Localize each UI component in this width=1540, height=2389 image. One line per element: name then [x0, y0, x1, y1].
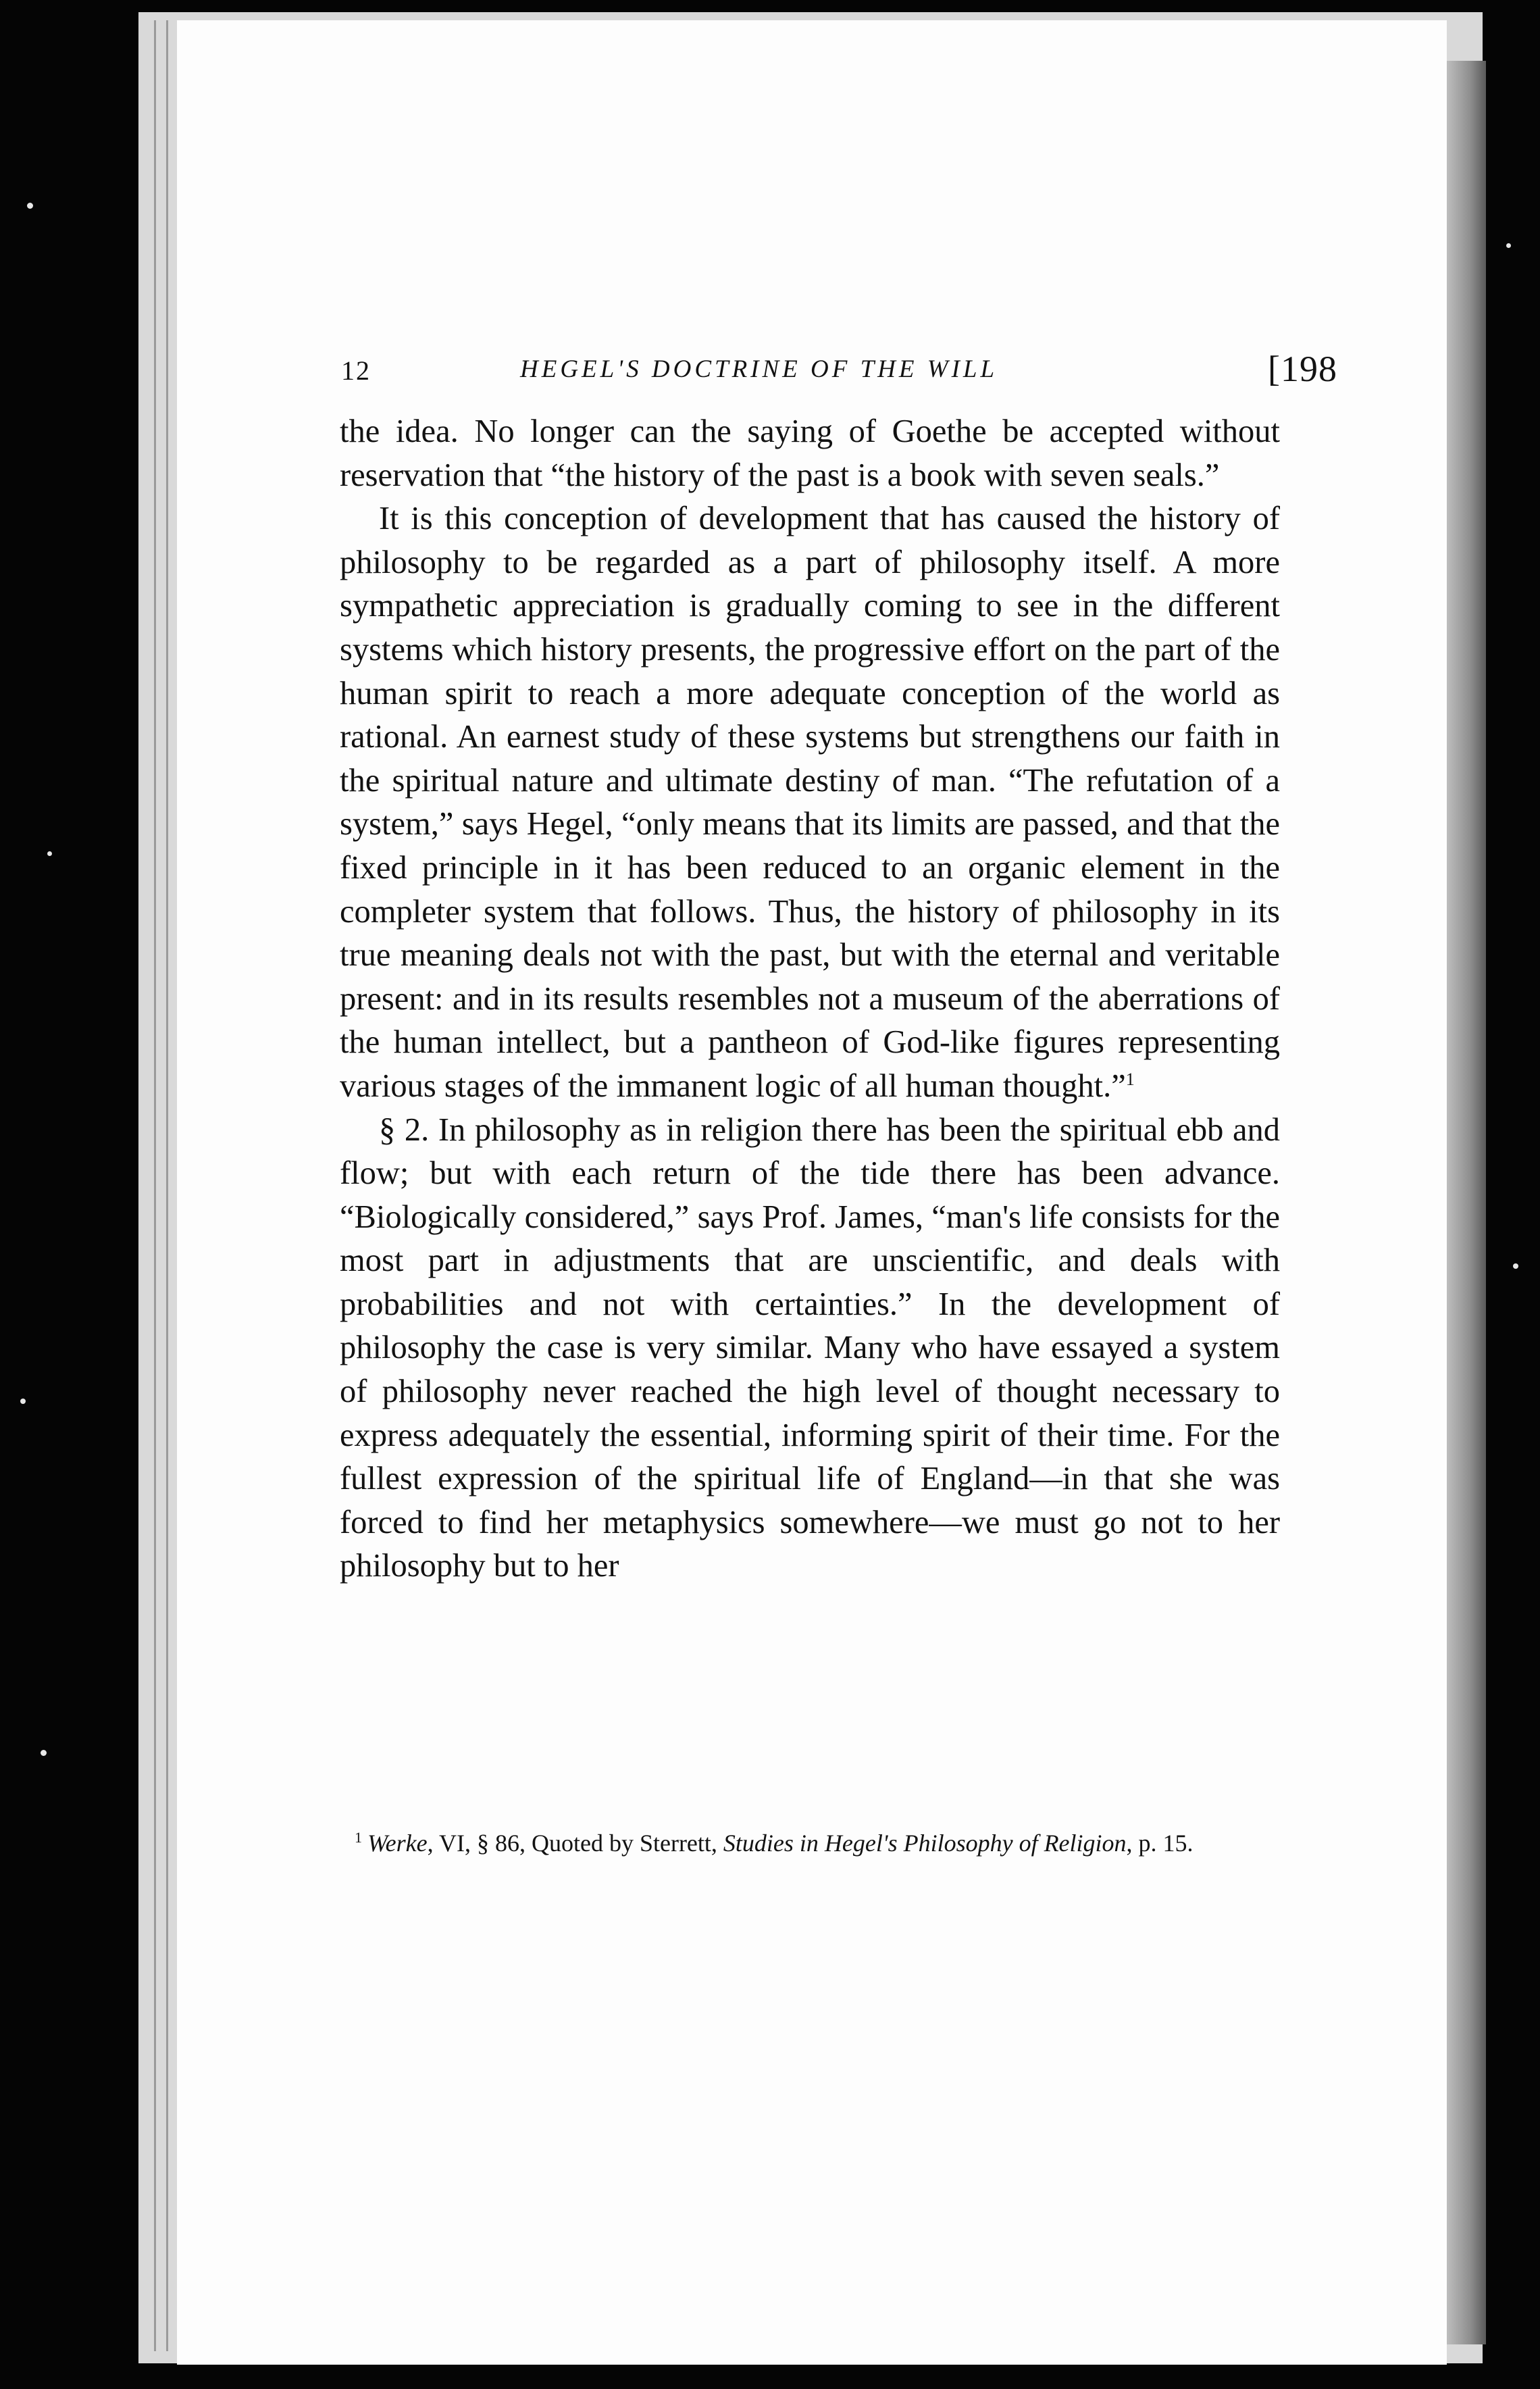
paragraph: It is this conception of development that has caused the history of philosophy to be regarded as a part of philosophy itself. A more sympathetic appreciation is gradually coming to see in the different systems which history presents, the progressive effort on the part of the human spirit to reach a more adequate conception of the world as rational. An earnest study of these systems but strengthens our faith in the spiritual nature and ultimate destiny of man. “The refutation of a system,” says Hegel, “only means that its limits are passed, and that the fixed principle in it has been reduced to an organic element in the completer system that follows. Thus, the history of philosophy in its true meaning deals not with the past, but with the eternal and veritable present: and in its results resembles not a museum of the aberrations of the human intellect, but a pantheon of God-like figures representing various stages of the immanent logic of all human thought.”$^1$ [340, 501, 1280, 1104]
footnote [340, 1826, 1280, 1861]
footnote-work: Werke [367, 1830, 428, 1857]
footnote-text: , VI, § 86, Quoted by Sterrett, [427, 1830, 723, 1857]
running-head [341, 348, 1337, 395]
footnote-marker: 1 [355, 1829, 362, 1846]
footnote-reference: 1 [1125, 1069, 1135, 1089]
running-head-title: HEGEL'S DOCTRINE OF THE WILL [520, 355, 998, 383]
footnote-title: Studies in Hegel's Philosophy of Religion [723, 1830, 1127, 1857]
body-text [340, 410, 1280, 1588]
page-number: 12 [341, 355, 371, 386]
section-page-number: [198 [1268, 349, 1337, 389]
footnote-text: , p. 15. [1126, 1830, 1194, 1857]
paragraph: § 2. In philosophy as in religion there has been the spiritual ebb and flow; but with each return of the tide there has been advance. “Biologically considered,” says Prof. James, “man's life consists for the most part in adjustments that are unscientific, and deals with probabilities and not with certainties.” In the development of philosophy the case is very similar. Many who have essayed a system of philosophy never reached the high level of thought necessary to express adequately the essential, informing spirit of their time. For the fullest expression of the spiritual life of England—in that she was forced to find her metaphysics somewhere—we must go not to her philosophy but to her [340, 1111, 1280, 1584]
paragraph: the idea. No longer can the saying of Goethe be accepted without reservation that “the history of the past is a book with seven seals.” [340, 413, 1280, 493]
